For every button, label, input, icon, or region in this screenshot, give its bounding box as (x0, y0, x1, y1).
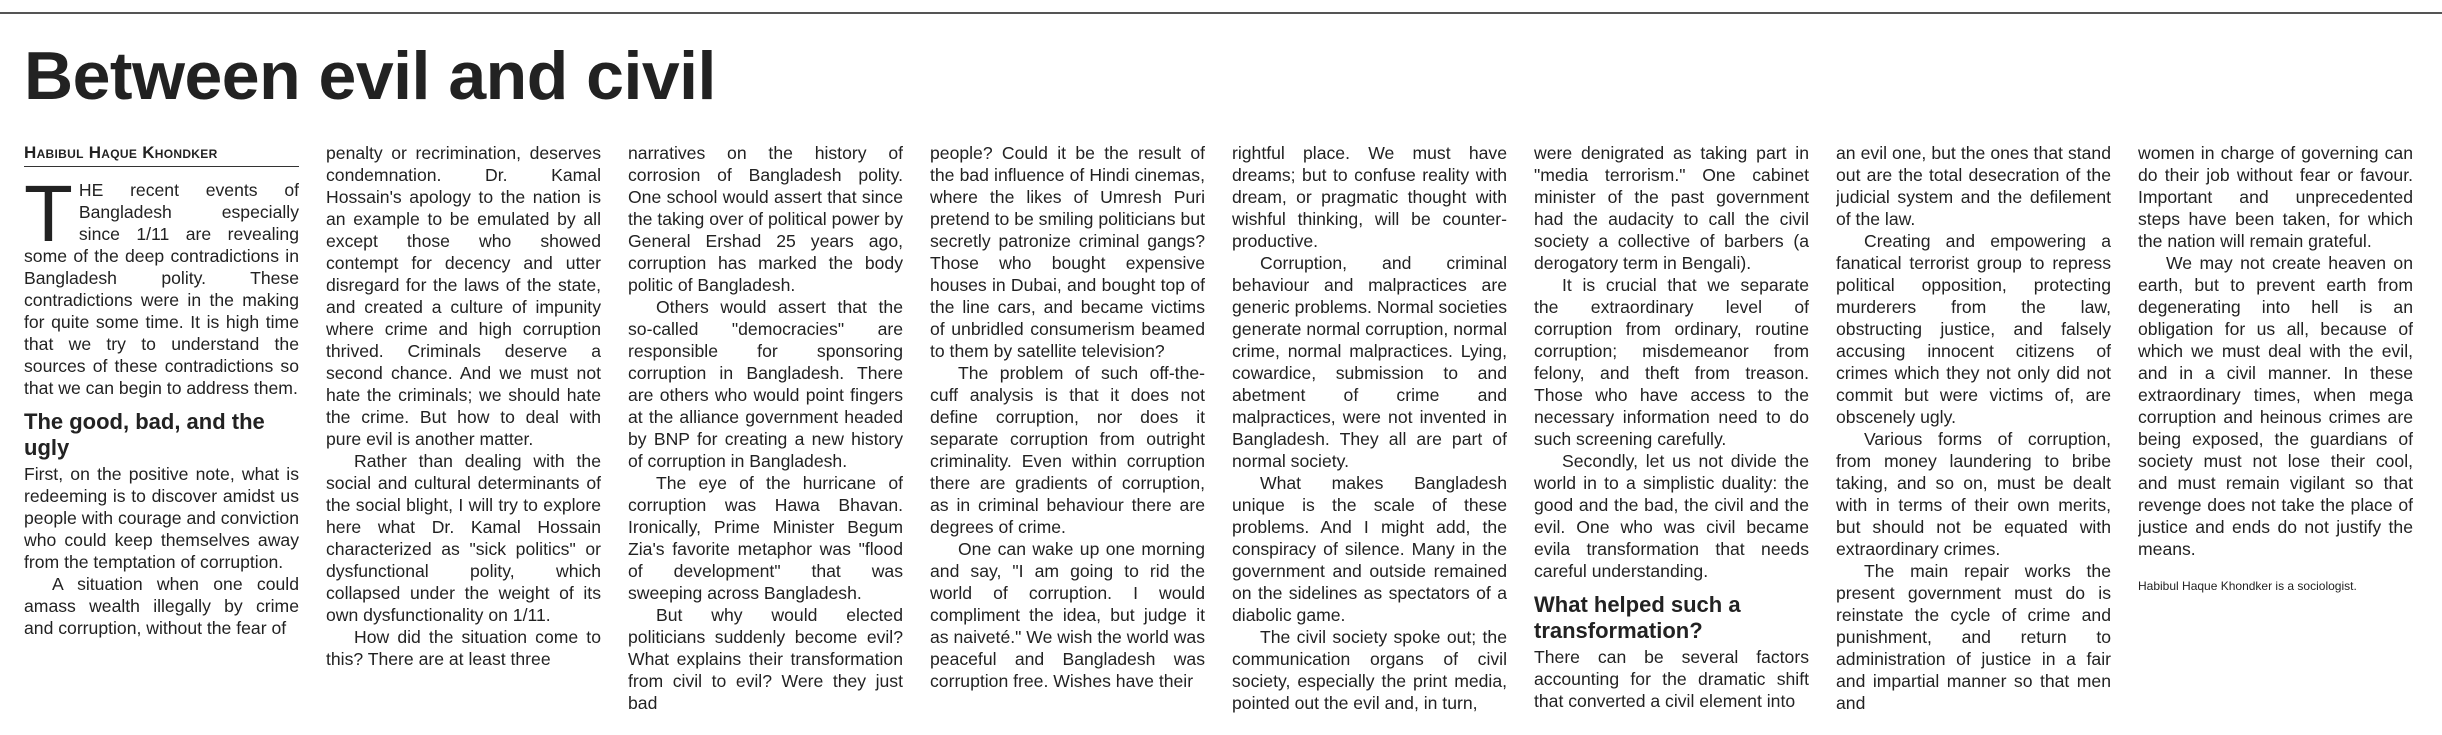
paragraph: First, on the positive note, what is redeeming is to discover amidst us people with courage and conviction who could keep themselves away from the temptation of corruption. (24, 464, 299, 572)
paragraph: The problem of such off-the-cuff analysis is that it does not define corruption, nor does it separate corruption from outright criminality. Even within corruption there are gradients of corruption, as in criminal behaviour there are degrees of crime. (930, 363, 1205, 537)
paragraph: narratives on the history of corrosion of Bangladesh polity. One school would assert that since the taking over of political power by General Ershad 25 years ago, corruption has marked the body politic of Bangladesh. (628, 143, 903, 295)
paragraph: What makes Bangladesh unique is the scale of these problems. And I might add, the conspiracy of silence. Many in the government and outside remained on the sidelines as spectators of a diabolic game. (1232, 473, 1507, 625)
paragraph: The eye of the hurricane of corruption was Hawa Bhavan. Ironically, Prime Minister Begum Zia's favorite metaphor was "flood of development" that was sweeping across Bangladesh. (628, 473, 903, 603)
paragraph: There can be several factors accounting for the dramatic shift that converted a civil element into (1534, 647, 1809, 711)
top-rule (0, 12, 2442, 14)
paragraph: A situation when one could amass wealth illegally by crime and corruption, without the fear of (24, 574, 299, 638)
byline: Habibul Haque Khondker (24, 142, 299, 167)
paragraph: Secondly, let us not divide the world in to a simplistic duality: the good and the bad, the civil and the evil. One who was civil became evila transformation that needs careful understanding. (1534, 451, 1809, 581)
paragraph: Creating and empowering a fanatical terrorist group to repress political opposition, protecting murderers from the law, obstructing justice, and falsely accusing innocent citizens of crimes which they not only did not commit but were victims of, are obscenely ugly. (1836, 231, 2111, 427)
column-3 (628, 142, 903, 735)
column-2 (326, 142, 601, 735)
article-body (24, 142, 2422, 735)
paragraph: people? Could it be the result of the bad influence of Hindi cinemas, where the likes of Umresh Puri pretend to be smiling politicians but secretly patronize criminal gangs? Those who bought expensive houses in Dubai, and bought top of the line cars, and became victims of unbridled consumerism beamed to them by satellite television? (930, 143, 1205, 361)
subhead-good-bad-ugly: The good, bad, and the ugly (24, 409, 265, 460)
paragraph: The civil society spoke out; the communication organs of civil society, especially the print media, pointed out the evil and, in turn, (1232, 627, 1507, 713)
column-8 (2138, 142, 2413, 735)
paragraph: It is crucial that we separate the extraordinary level of corruption from ordinary, routine corruption; misdemeanor from felony, and theft from treason. Those who have access to the necessary information need to do such screening carefully. (1534, 275, 1809, 449)
paragraph: an evil one, but the ones that stand out are the total desecration of the judicial system and the defilement of the law. (1836, 143, 2111, 229)
column-6 (1534, 142, 1809, 735)
column-4 (930, 142, 1205, 735)
paragraph: women in charge of governing can do their job without fear or favour. Important and unprecedented steps have been taken, for which the nation will remain grateful. (2138, 143, 2413, 251)
column-7 (1836, 142, 2111, 735)
paragraph: Rather than dealing with the social and cultural determinants of the social blight, I will try to explore here what Dr. Kamal Hossain characterized as "sick politics" or dysfunctional polity, which collapsed under the weight of its own dysfunctionality on 1/11. (326, 451, 601, 625)
drop-cap: T (24, 169, 73, 258)
subhead-transformation: What helped such a transformation? (1534, 592, 1741, 643)
paragraph: penalty or recrimination, deserves condemnation. Dr. Kamal Hossain's apology to the nation is an example to be emulated by all except those who showed contempt for decency and utter disregard for the laws of the state, and created a culture of impunity where crime and high corruption thrived. Criminals deserve a second chance. And we must not hate the criminals; we should hate the crime. But how to deal with pure evil is another matter. (326, 143, 601, 449)
paragraph: How did the situation come to this? There are at least three (326, 627, 601, 669)
paragraph: Corruption, and criminal behaviour and malpractices are generic problems. Normal societies generate normal corruption, normal crime, normal malpractices. Lying, cowardice, submission to and abetment of crime and malpractices, were not invented in Bangladesh. They all are part of normal society. (1232, 253, 1507, 471)
paragraph: One can wake up one morning and say, "I am going to rid the world of corruption. I would compliment the idea, but judge it as naiveté." We wish the world was peaceful and Bangladesh was corruption free. Wishes have their (930, 539, 1205, 691)
paragraph: But why would elected politicians suddenly become evil? What explains their transformation from civil to evil? Were they just bad (628, 605, 903, 713)
column-1 (24, 142, 299, 735)
lead-paragraph (24, 169, 299, 399)
paragraph: rightful place. We must have dreams; but to confuse reality with dream, or pragmatic thought with wishful thinking, will be counter-productive. (1232, 143, 1507, 251)
column-5 (1232, 142, 1507, 735)
paragraph: were denigrated as taking part in "media terrorism." One cabinet minister of the past government had the audacity to call the civil society a collective of barbers (a derogatory term in Bengali). (1534, 143, 1809, 273)
paragraph: Others would assert that the so-called "democracies" are responsible for sponsoring corruption in Bangladesh. There are others who would point fingers at the alliance government headed by BNP for creating a new history of corruption in Bangladesh. (628, 297, 903, 471)
paragraph: Various forms of corruption, from money laundering to bribe taking, and so on, must be dealt with in terms of their own merits, but should not be equated with extraordinary crimes. (1836, 429, 2111, 559)
author-note: Habibul Haque Khondker is a sociologist. (2138, 579, 2357, 593)
paragraph: The main repair works the present government must do is reinstate the cycle of crime and punishment, and return to administration of justice in a fair and impartial manner so that men and (1836, 561, 2111, 713)
paragraph: We may not create heaven on earth, but to prevent earth from degenerating into hell is an obligation for us all, because of which we must deal with the evil, and in a civil manner. In these extraordinary times, when mega corruption and heinous crimes are being exposed, the guardians of society must not lose their cool, and must remain vigilant so that revenge does not take the place of justice and ends do not justify the means. (2138, 253, 2413, 559)
lead-text: HE recent events of Bangladesh especially since 1/11 are revealing some of the deep contradictions in Bangladesh polity. These contradictions were in the making for quite some time. It is high time that we try to understand the sources of these contradictions so that we can begin to address them. (24, 180, 299, 398)
headline: Between evil and civil (24, 38, 716, 114)
